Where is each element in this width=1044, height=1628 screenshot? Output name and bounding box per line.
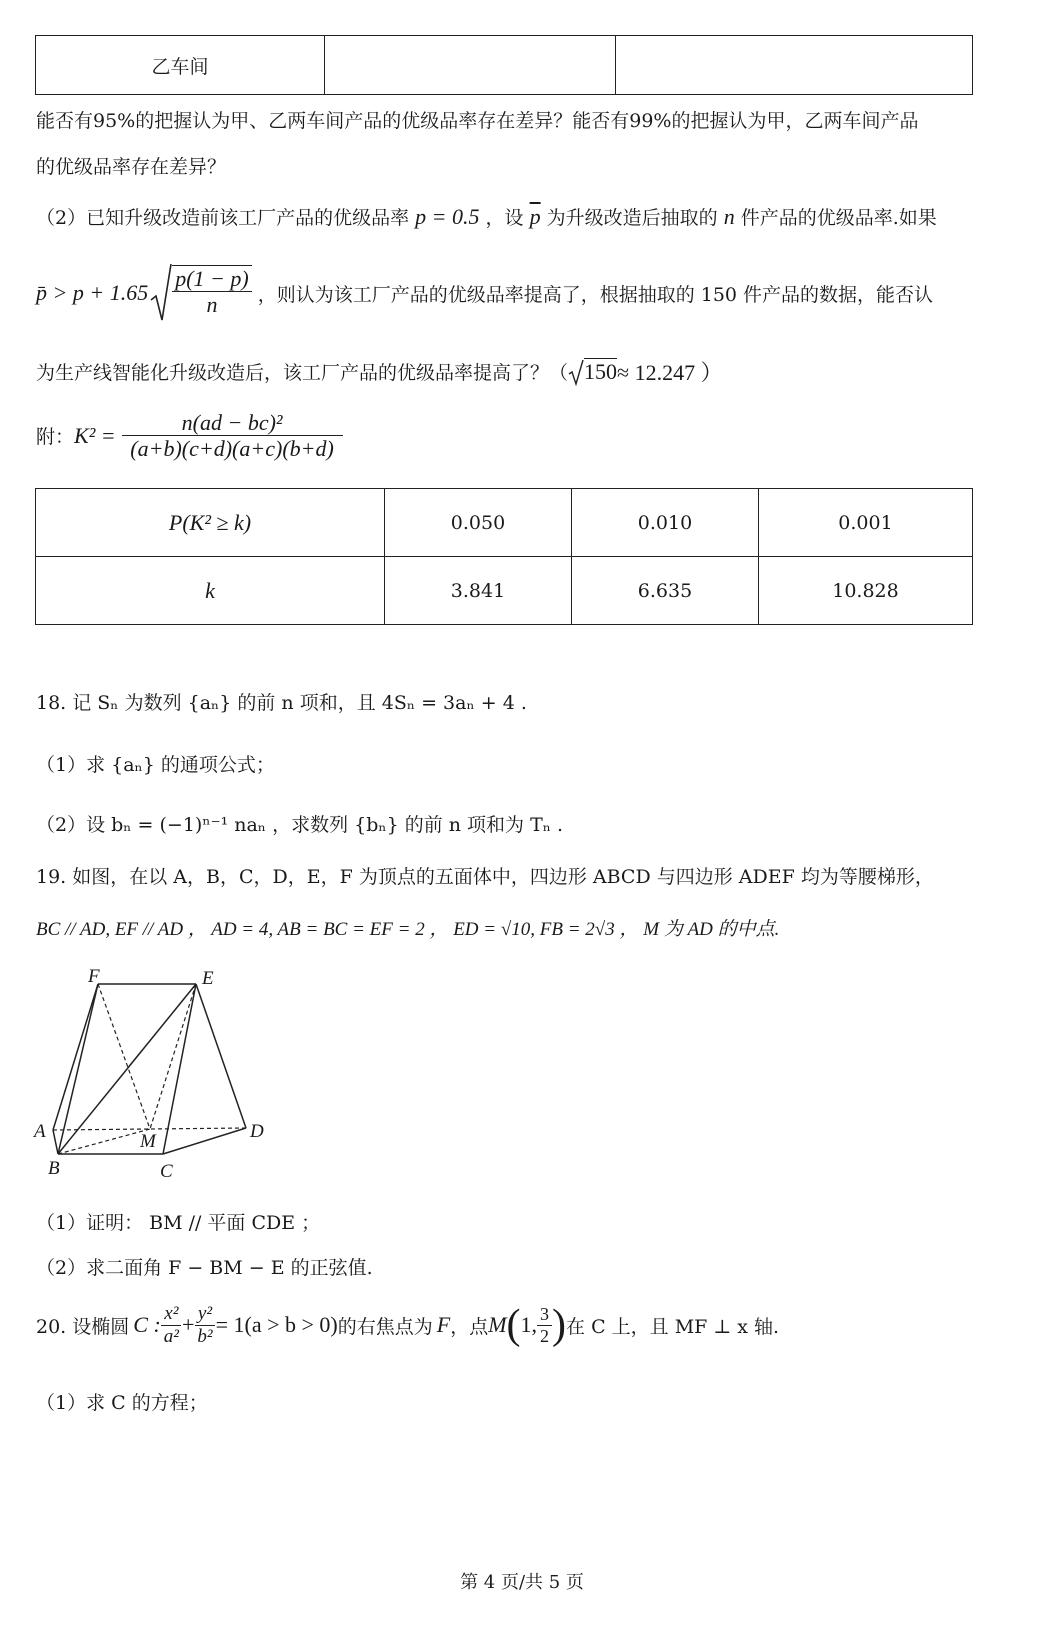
- q18-part1: （1）求 {aₙ} 的通项公式；: [36, 754, 275, 776]
- q20-mid2: ，点: [450, 1315, 489, 1338]
- formula-den: (a+b)(c+d)(a+c)(b+d): [130, 436, 334, 462]
- q17-ineq-left: p̄ > p + 1.65: [36, 280, 149, 305]
- label-E: E: [202, 968, 214, 989]
- q17-line5-text: 为生产线智能化升级改造后，该工厂产品的优级品率提高了？（: [36, 362, 569, 384]
- q19-stem-line1: 19. 如图，在以 A，B，C，D，E，F 为顶点的五面体中，四边形 ABCD 与四边形 ADEF 均为等腰梯形，: [36, 866, 934, 888]
- q17-inequality-line: [36, 262, 933, 324]
- q20-coord-1: 1,: [520, 1312, 538, 1338]
- appendix-formula: [36, 410, 343, 462]
- edge-ED: [196, 984, 246, 1128]
- q17-approx: ≈ 12.247 ）: [617, 360, 723, 385]
- q20-frac-x: [161, 1303, 182, 1348]
- q17-part2-n: n: [723, 204, 735, 229]
- label-B: B: [48, 1158, 60, 1179]
- q20-b2: b²: [197, 1325, 213, 1347]
- edge-BM-hidden: [58, 1129, 150, 1154]
- q20-eq: = 1(a > b > 0): [215, 1312, 338, 1338]
- q17-ineq-num: p(1 − p): [172, 266, 252, 292]
- edge-FA: [53, 984, 98, 1130]
- q20-coord-den: 2: [540, 1325, 550, 1346]
- formula-fraction: [122, 410, 343, 462]
- q19-stem-line2: BC // AD, EF // AD ， AD = 4, AB = BC = EF = 2 ， ED = √10, FB = 2√3 ， M 为 AD 的中点.: [36, 919, 780, 940]
- pentahedron-figure: [30, 962, 280, 1187]
- k-table-cell: 3.841: [385, 557, 572, 625]
- top-table: [35, 35, 973, 95]
- q17-ineq-fraction: [172, 265, 252, 318]
- q20-frac-y: [194, 1303, 215, 1348]
- q20-coord-frac: [537, 1304, 552, 1346]
- label-F: F: [88, 966, 100, 987]
- q20-coord-num: 3: [537, 1304, 552, 1326]
- appendix-label: 附：: [36, 426, 75, 449]
- q20-rparen: ): [552, 1302, 567, 1349]
- q18-stem: 18. 记 Sₙ 为数列 {aₙ} 的前 n 项和，且 4Sₙ = 3aₙ + 4 .: [36, 692, 527, 714]
- q20-prefix: 20. 设椭圆: [36, 1315, 130, 1338]
- edge-FM-hidden: [98, 984, 150, 1129]
- q20-x2: x²: [161, 1303, 181, 1326]
- edge-CD: [163, 1128, 246, 1154]
- sqrt-sign-icon: [568, 358, 584, 386]
- top-table-row-label: 乙车间: [36, 36, 325, 95]
- q20-y2: y²: [195, 1303, 215, 1326]
- k-table-header-cell: 0.001: [759, 489, 973, 557]
- edge-EM-hidden: [150, 984, 196, 1129]
- k-table-cell: 6.635: [572, 557, 759, 625]
- top-table-cell: [616, 36, 973, 95]
- q20-part1: （1）求 C 的方程；: [36, 1392, 208, 1414]
- edge-AB: [53, 1130, 58, 1154]
- q20-tail: 在 C 上，且 MF ⊥ x 轴.: [566, 1315, 780, 1338]
- q17-part2-a: （2）已知升级改造前该工厂产品的优级品率: [36, 207, 410, 229]
- q17-ineq-den: n: [206, 292, 218, 317]
- q17-part2-p: p = 0.5: [415, 204, 480, 229]
- q17-part2-c: 为升级改造后抽取的: [546, 207, 718, 229]
- q20-F: F: [436, 1312, 451, 1338]
- formula-num: n(ad − bc)²: [122, 410, 343, 436]
- q17-text-line2: 的优级品率存在差异？: [36, 156, 227, 178]
- q19-part2: （2）求二面角 F − BM − E 的正弦值.: [36, 1257, 373, 1279]
- k-table-header-cell: P(K² ≥ k): [36, 489, 385, 557]
- page-footer: 第 4 页/共 5 页: [460, 1572, 584, 1593]
- q20-lparen: (: [506, 1302, 521, 1349]
- q18-part2: （2）设 bₙ = (−1)ⁿ⁻¹ naₙ ，求数列 {bₙ} 的前 n 项和为 Tₙ .: [36, 814, 564, 836]
- formula-lhs: K² =: [74, 422, 116, 448]
- k-table-header-cell: 0.010: [572, 489, 759, 557]
- q17-part2-line: [36, 203, 937, 230]
- q20-M: M: [488, 1312, 507, 1338]
- q17-text-line1: 能否有95%的把握认为甲、乙两车间产品的优级品率存在差异？能否有99%的把握认为甲，乙两车间产品: [36, 110, 919, 132]
- q20-plus: +: [181, 1312, 195, 1338]
- q17-part2-d: 件产品的优级品率.如果: [740, 207, 937, 229]
- q20-stem: [36, 1303, 779, 1348]
- k-table-header-row: [36, 489, 973, 557]
- k-table-header-cell: 0.050: [385, 489, 572, 557]
- q17-part2-b: ，设: [485, 207, 524, 229]
- q17-pbar-symbol: $\overline{p}$: [529, 204, 541, 229]
- top-table-cell: [325, 36, 616, 95]
- q20-a2: a²: [163, 1325, 179, 1347]
- label-C: C: [160, 1161, 173, 1182]
- q17-sqrt150: 150: [584, 359, 618, 384]
- label-D: D: [250, 1121, 264, 1142]
- k-table: [35, 488, 973, 625]
- q17-line5: [36, 356, 723, 387]
- q20-mid: 的右焦点为: [337, 1315, 433, 1338]
- q19-part1: （1）证明： BM // 平面 CDE ；: [36, 1212, 321, 1234]
- label-A: A: [34, 1121, 46, 1142]
- k-table-cell: 10.828: [759, 557, 973, 625]
- k-table-cell: k: [36, 557, 385, 625]
- q17-line4: ，则认为该工厂产品的优级品率提高了，根据抽取的 150 件产品的数据，能否认: [257, 283, 934, 306]
- label-M: M: [140, 1131, 156, 1152]
- sqrt-sign-icon: [150, 262, 172, 324]
- q20-c: C :: [133, 1312, 161, 1338]
- k-table-row: [36, 557, 973, 625]
